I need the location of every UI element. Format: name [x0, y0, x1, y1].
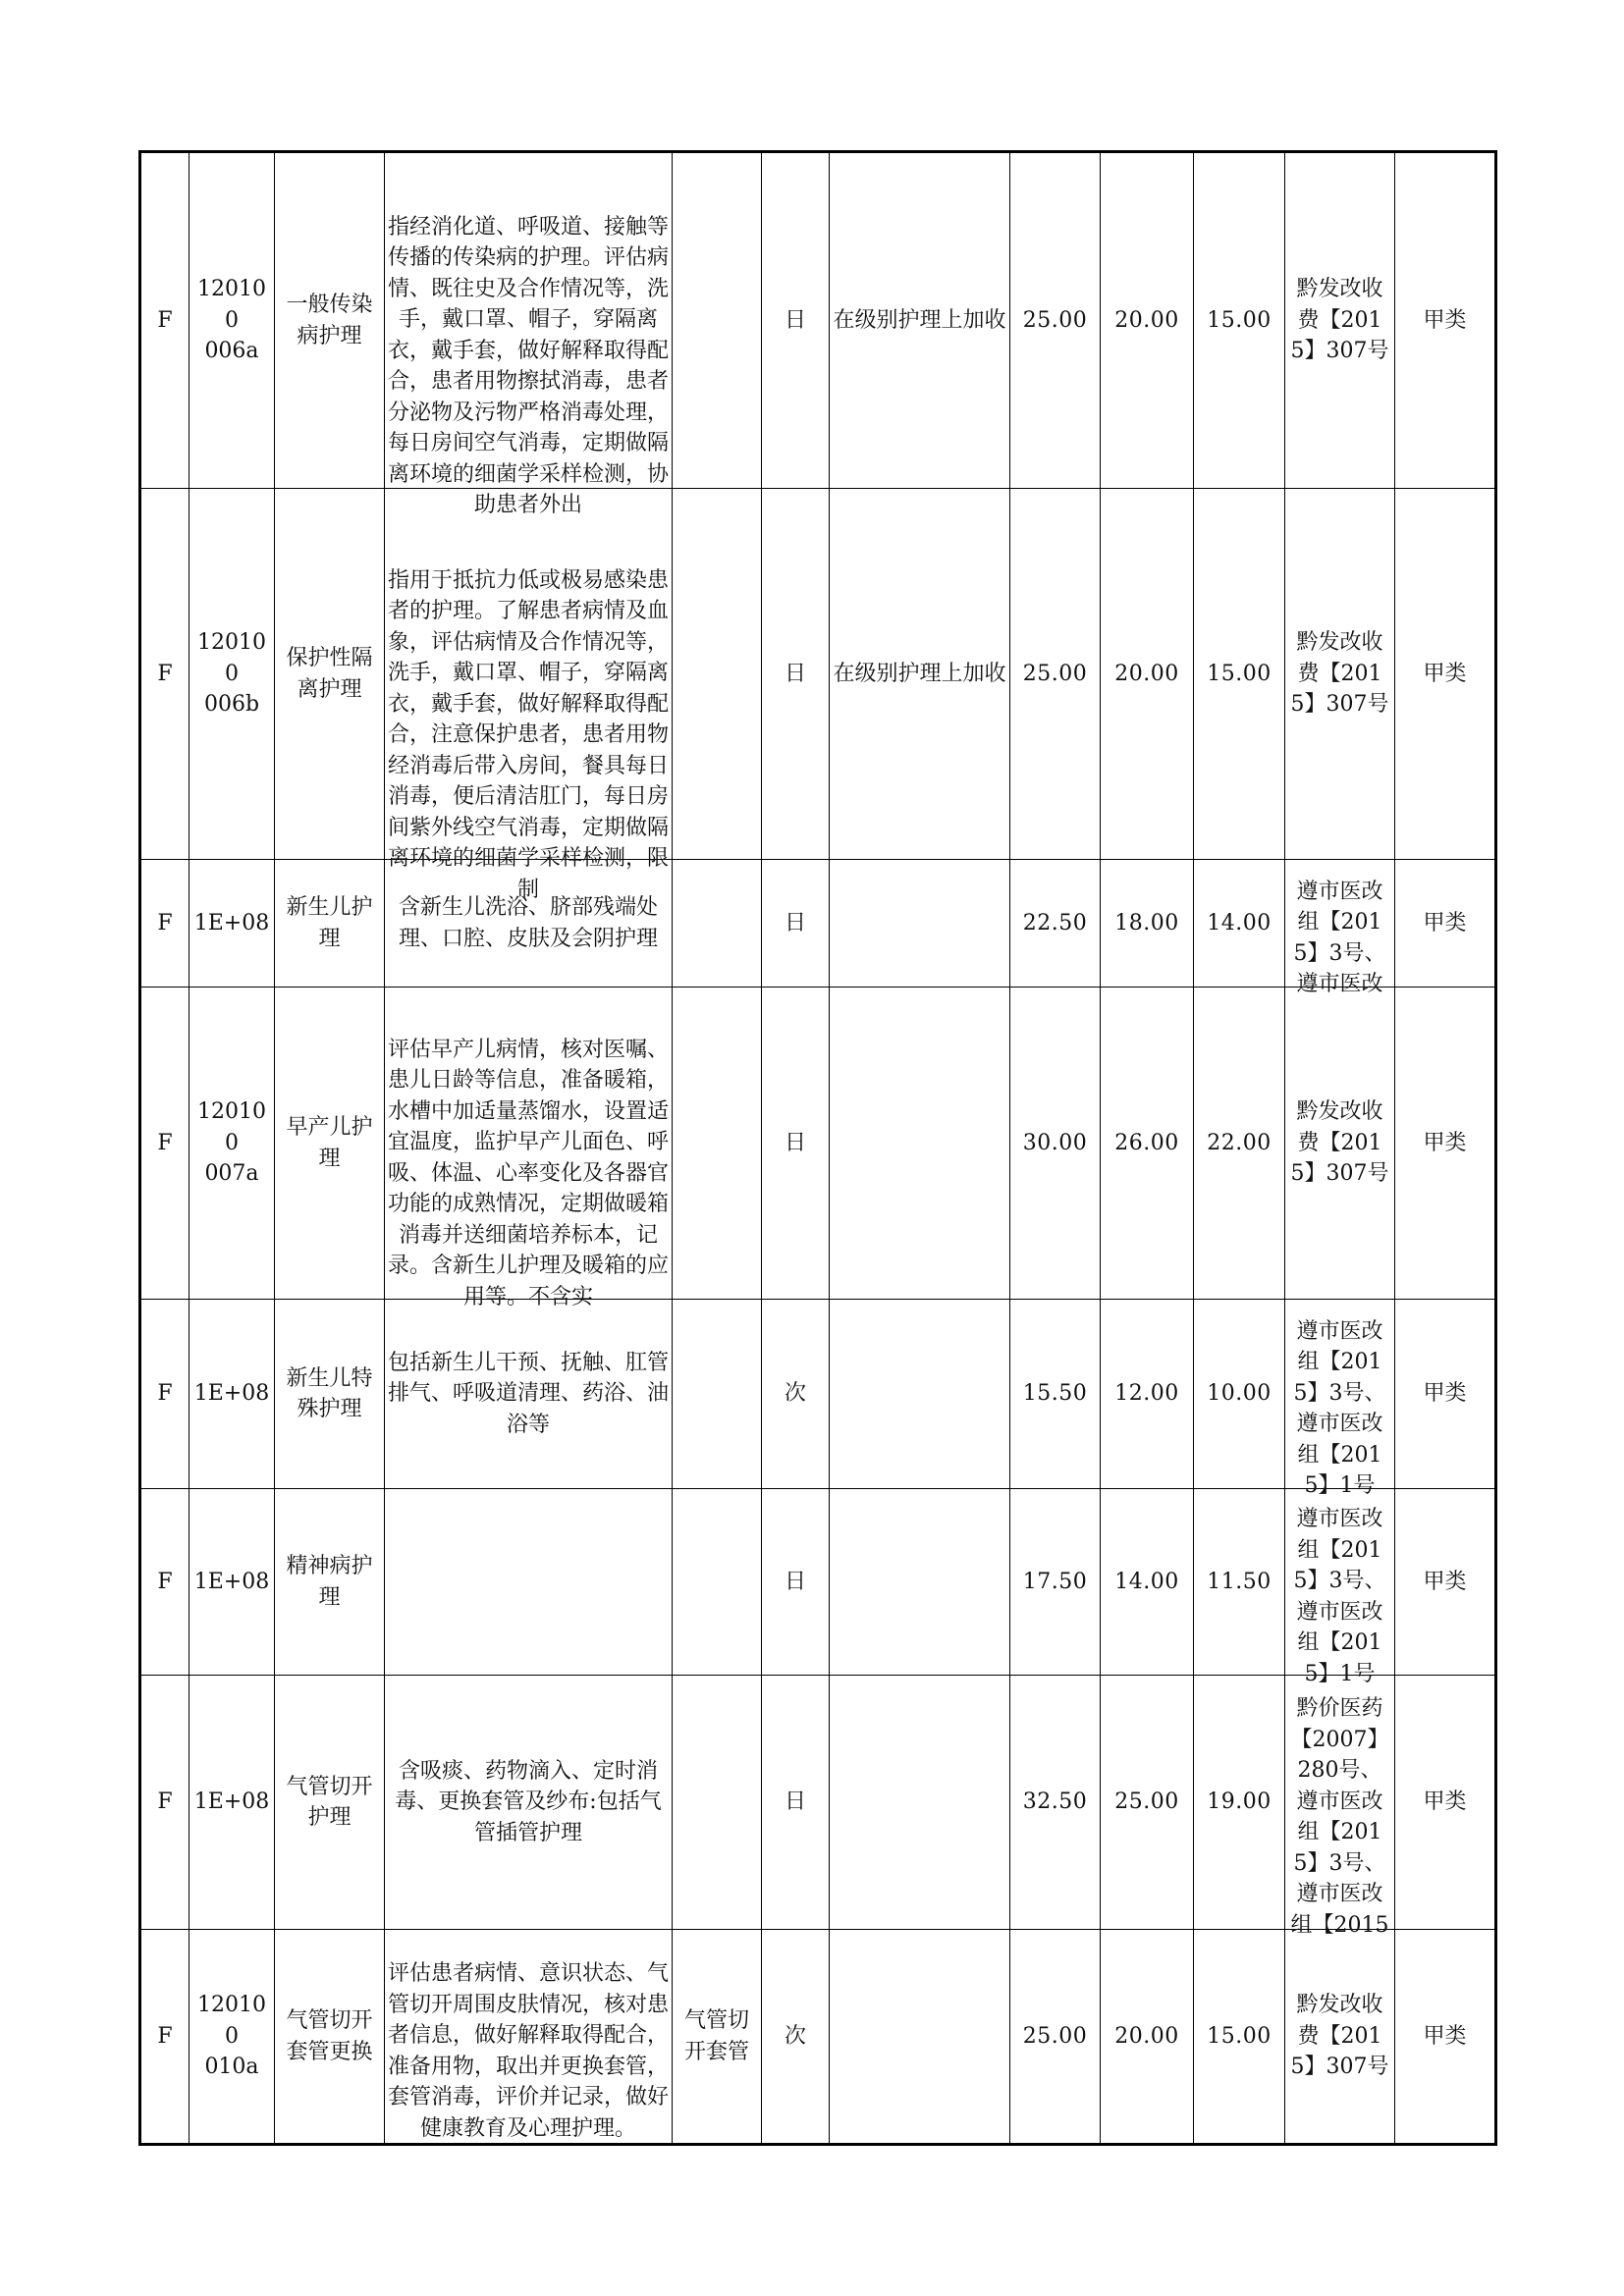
excluded-content-cell: [673, 1489, 762, 1676]
description-cell: [385, 1489, 673, 1676]
code-cell: 120100 007a: [189, 988, 275, 1300]
price-level3-cell: 22.00: [1194, 988, 1285, 1300]
pricing-basis-cell: [1285, 152, 1395, 489]
unit-cell: 日: [762, 489, 830, 860]
pricing-basis-cell: [1285, 1676, 1395, 1938]
code-cell: 120100 006b: [189, 489, 275, 860]
price-level3-cell: 15.00: [1194, 152, 1285, 489]
table-row: [140, 489, 1496, 860]
insurance-class-cell: 甲类: [1395, 1930, 1496, 2145]
fee-table: [138, 150, 1497, 2146]
note-cell: [830, 860, 1010, 988]
pricing-basis-text: 遵市医改组【2015】3号、遵市医改组【2015】1号: [1293, 1507, 1386, 1686]
excluded-content-cell: [673, 152, 762, 489]
description-cell: [385, 152, 673, 518]
category-cell: F: [140, 1930, 189, 2145]
price-level1-cell: 17.50: [1010, 1489, 1101, 1676]
category-cell: F: [140, 1676, 189, 1930]
unit-cell: 日: [762, 860, 830, 988]
note-cell: [830, 1300, 1010, 1489]
unit-cell: 日: [762, 152, 830, 489]
category-cell: F: [140, 489, 189, 860]
excluded-content-cell: [673, 1300, 762, 1489]
price-level3-cell: 15.00: [1194, 489, 1285, 860]
note-cell: 在级别护理上加收: [830, 489, 1010, 860]
insurance-class-cell: 甲类: [1395, 152, 1496, 489]
fee-table-body: [140, 152, 1496, 2145]
price-level2-cell: 26.00: [1101, 988, 1194, 1300]
item-name-cell: 保护性隔离护理: [275, 489, 385, 860]
price-level2-cell: 20.00: [1101, 152, 1194, 489]
table-row: [140, 1300, 1496, 1489]
unit-cell: 次: [762, 1300, 830, 1489]
table-row: [140, 1489, 1496, 1676]
pricing-basis-cell: [1285, 988, 1395, 1300]
item-name-cell: 早产儿护理: [275, 988, 385, 1300]
price-level1-cell: 25.00: [1010, 1930, 1101, 2145]
price-level2-cell: 18.00: [1101, 860, 1194, 988]
pricing-basis-text: 遵市医改组【2015】3号、遵市医改组【2015】1号: [1293, 1318, 1386, 1499]
note-cell: [830, 1676, 1010, 1930]
price-level2-cell: 12.00: [1101, 1300, 1194, 1489]
description-text: 评估早产儿病情，核对医嘱、患儿日龄等信息，准备暖箱，水槽中加适量蒸馏水，设置适宜温度，监护早产儿面色、呼吸、体温、心率变化及各器官功能的成熟情况，定期做暖箱消毒并送细菌培养标本，记录。含新生儿护理及暖箱的应用等。不含实: [388, 1037, 670, 1309]
item-name-cell: 一般传染病护理: [275, 152, 385, 489]
price-level1-cell: 25.00: [1010, 152, 1101, 489]
pricing-basis-cell: [1285, 1930, 1395, 2145]
pricing-basis-text: 黔发改收费【2015】307号: [1290, 1993, 1389, 2080]
category-cell: F: [140, 988, 189, 1300]
category-cell: F: [140, 1489, 189, 1676]
pricing-basis-text: 黔价医药【2007】280号、遵市医改组【2015】3号、遵市医改组【2015: [1290, 1696, 1389, 1938]
insurance-class-cell: 甲类: [1395, 1489, 1496, 1676]
insurance-class-cell: 甲类: [1395, 1676, 1496, 1930]
price-level1-cell: 32.50: [1010, 1676, 1101, 1930]
note-cell: 在级别护理上加收: [830, 152, 1010, 489]
item-name-cell: 气管切开护理: [275, 1676, 385, 1930]
price-level1-cell: 15.50: [1010, 1300, 1101, 1489]
price-level1-cell: 25.00: [1010, 489, 1101, 860]
unit-cell: 日: [762, 1676, 830, 1930]
code-cell: 1E+08: [189, 1489, 275, 1676]
category-cell: F: [140, 860, 189, 988]
code-cell: 1E+08: [189, 860, 275, 988]
insurance-class-cell: 甲类: [1395, 860, 1496, 988]
pricing-basis-cell: [1285, 489, 1395, 860]
price-level3-cell: 14.00: [1194, 860, 1285, 988]
unit-cell: 日: [762, 1489, 830, 1676]
pricing-basis-text: 黔发改收费【2015】307号: [1290, 277, 1389, 364]
item-name-cell: 气管切开套管更换: [275, 1930, 385, 2145]
price-level3-cell: 10.00: [1194, 1300, 1285, 1489]
price-level2-cell: 20.00: [1101, 1930, 1194, 2145]
description-text: 评估患者病情、意识状态、气管切开周围皮肤情况，核对患者信息，做好解释取得配合，准备用物，取出并更换套管，套管消毒，评价并记录，做好健康教育及心理护理。: [388, 1961, 670, 2141]
code-cell: 1E+08: [189, 1300, 275, 1489]
code-cell: 1E+08: [189, 1676, 275, 1930]
price-level1-cell: 22.50: [1010, 860, 1101, 988]
excluded-content-cell: [673, 1676, 762, 1930]
description-text: 含新生儿洗浴、脐部残端处理、口腔、皮肤及会阴护理: [398, 895, 658, 951]
description-text: 指经消化道、呼吸道、接触等传播的传染病的护理。评估病情、既往史及合作情况等，洗手，戴口罩、帽子，穿隔离衣，戴手套，做好解释取得配合，患者用物擦拭消毒，患者分泌物及污物严格消毒处理，每日房间空气消毒，定期做隔离环境的细菌学采样检测，协助患者外出: [388, 214, 670, 518]
insurance-class-cell: 甲类: [1395, 1300, 1496, 1489]
price-level3-cell: 15.00: [1194, 1930, 1285, 2145]
pricing-basis-text: 遵市医改组【2015】3号、遵市医改: [1293, 879, 1386, 997]
category-cell: F: [140, 1300, 189, 1489]
pricing-basis-text: 黔发改收费【2015】307号: [1290, 630, 1389, 718]
pricing-basis-cell: [1285, 860, 1395, 997]
description-cell: [385, 1930, 673, 2145]
code-cell: 120100 006a: [189, 152, 275, 489]
note-cell: [830, 1930, 1010, 2145]
table-row: [140, 152, 1496, 489]
excluded-content-cell: [673, 988, 762, 1300]
note-cell: [830, 988, 1010, 1300]
description-cell: [385, 988, 673, 1309]
description-text: 指用于抵抗力低或极易感染患者的护理。了解患者病情及血象，评估病情及合作情况等，洗手，戴口罩、帽子，穿隔离衣，戴手套，做好解释取得配合，注意保护患者，患者用物经消毒后带入房间，餐具每日消毒，便后清洁肛门，每日房间紫外线空气消毒，定期做隔离环境的细菌学采样检测，限制: [388, 567, 670, 902]
pricing-basis-cell: [1285, 1300, 1395, 1499]
price-level3-cell: 19.00: [1194, 1676, 1285, 1930]
pricing-basis-text: 黔发改收费【2015】307号: [1290, 1099, 1389, 1187]
table-row: [140, 988, 1496, 1300]
price-level3-cell: 11.50: [1194, 1489, 1285, 1676]
price-level2-cell: 25.00: [1101, 1676, 1194, 1930]
item-name-cell: 新生儿护理: [275, 860, 385, 988]
description-text: 含吸痰、药物滴入、定时消毒、更换套管及纱布:包括气管插管护理: [395, 1758, 662, 1845]
item-name-cell: 精神病护理: [275, 1489, 385, 1676]
category-cell: F: [140, 152, 189, 489]
table-row: [140, 860, 1496, 988]
item-name-cell: 新生儿特殊护理: [275, 1300, 385, 1489]
description-text: 包括新生儿干预、抚触、肛管排气、呼吸道清理、药浴、油浴等: [388, 1350, 670, 1437]
table-row: [140, 1930, 1496, 2145]
description-cell: [385, 1300, 673, 1489]
note-cell: [830, 1489, 1010, 1676]
insurance-class-cell: 甲类: [1395, 489, 1496, 860]
insurance-class-cell: 甲类: [1395, 988, 1496, 1300]
unit-cell: 次: [762, 1930, 830, 2145]
price-level1-cell: 30.00: [1010, 988, 1101, 1300]
unit-cell: 日: [762, 988, 830, 1300]
excluded-content-cell: 气管切开套管: [673, 1930, 762, 2145]
description-cell: [385, 489, 673, 902]
price-level2-cell: 14.00: [1101, 1489, 1194, 1676]
excluded-content-cell: [673, 489, 762, 860]
excluded-content-cell: [673, 860, 762, 988]
pricing-basis-cell: [1285, 1489, 1395, 1686]
code-cell: 120100 010a: [189, 1930, 275, 2145]
price-level2-cell: 20.00: [1101, 489, 1194, 860]
description-cell: [385, 1676, 673, 1930]
table-row: [140, 1676, 1496, 1930]
